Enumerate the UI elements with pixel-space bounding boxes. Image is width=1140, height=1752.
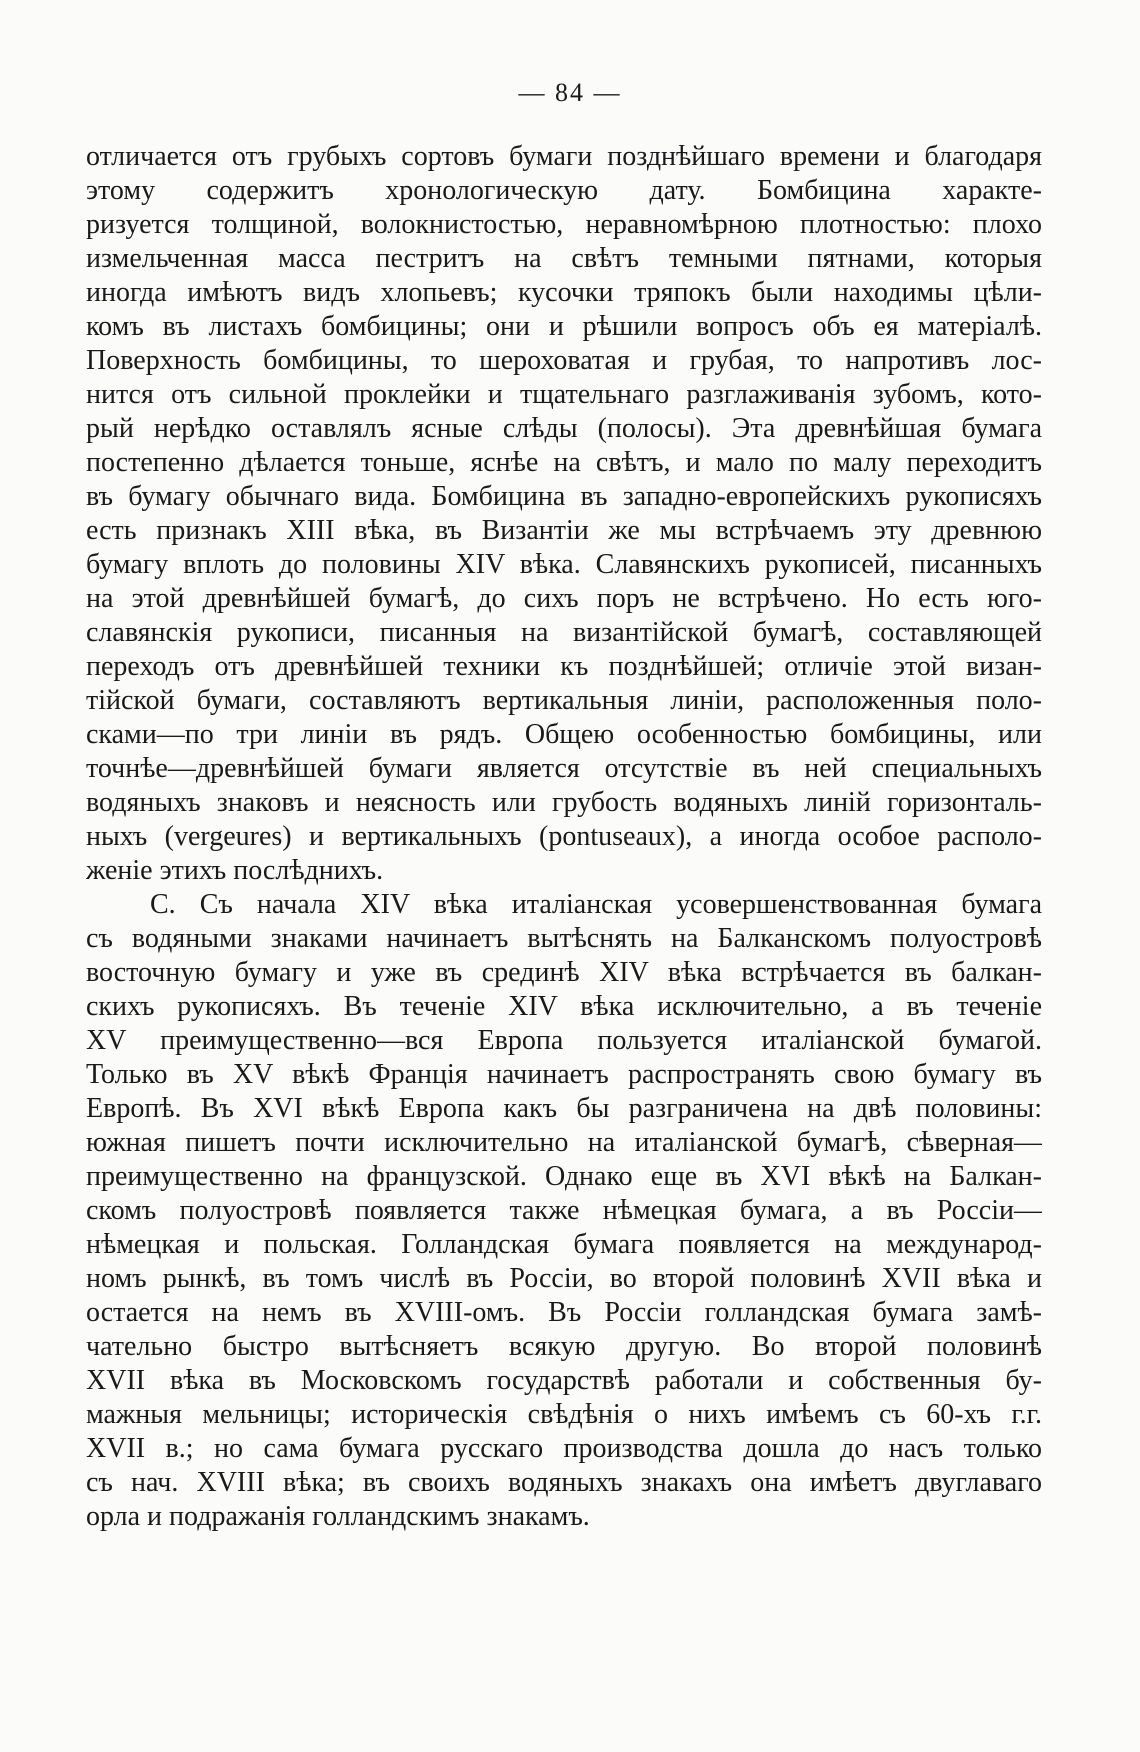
text-line: Только въ XV вѣкѣ Франція начинаетъ распространять свою бумагу въ — [86, 1059, 1042, 1090]
text-line: есть признакъ XIII вѣка, въ Византіи же мы встрѣчаемъ эту древнюю — [86, 515, 1042, 546]
paragraph-bombycin — [86, 140, 1042, 888]
text-line: переходъ отъ древнѣйшей техники къ позднѣйшей; отличіе этой визан- — [86, 651, 1042, 682]
text-line: С. Съ начала XIV вѣка италіанская усовершенствованная бумага — [150, 889, 1042, 920]
text-line: въ бумагу обычнаго вида. Бомбицина въ западно-европейскихъ рукописяхъ — [86, 481, 1042, 512]
text-line: тійской бумаги, составляютъ вертикальныя линіи, расположенныя поло- — [86, 685, 1042, 716]
text-line: Поверхность бомбицины, то шероховатая и грубая, то напротивъ лос- — [86, 345, 1042, 376]
text-line: бумагу вплоть до половины XIV вѣка. Славянскихъ рукописей, писанныхъ — [86, 549, 1042, 580]
text-line: XV преимущественно—вся Европа пользуется италіанской бумагой. — [86, 1025, 1042, 1056]
text-line: остается на немъ въ XVIII-омъ. Въ Россіи голландская бумага замѣ- — [86, 1297, 1042, 1328]
text-line: ризуется толщиной, волокнистостью, неравномѣрною плотностью: плохо — [86, 209, 1042, 240]
text-line: этому содержитъ хронологическую дату. Бомбицина характе- — [86, 175, 1042, 206]
paragraph-italian-paper — [86, 888, 1042, 1534]
text-line: точнѣе—древнѣйшей бумаги является отсутствіе въ ней специальныхъ — [86, 753, 1042, 784]
text-line: XVII в.; но сама бумага русскаго производства дошла до насъ только — [86, 1433, 1042, 1464]
text-line: отличается отъ грубыхъ сортовъ бумаги позднѣйшаго времени и благодаря — [86, 141, 1042, 172]
text-line: чательно быстро вытѣсняетъ всякую другую. Во второй половинѣ — [86, 1331, 1042, 1362]
text-line: нѣмецкая и польская. Голландская бумага появляется на международ- — [86, 1229, 1042, 1260]
text-line: измельченная масса пестритъ на свѣтъ темными пятнами, которыя — [86, 243, 1042, 274]
text-line: Европѣ. Въ XVI вѣкѣ Европа какъ бы разграничена на двѣ половины: — [86, 1093, 1042, 1124]
text-line: орла и подражанія голландскимъ знакамъ. — [86, 1501, 590, 1532]
text-line: иногда имѣютъ видъ хлопьевъ; кусочки тряпокъ были находимы цѣли- — [86, 277, 1042, 308]
text-line: южная пишетъ почти исключительно на италіанской бумагѣ, сѣверная— — [86, 1127, 1042, 1158]
text-line: ныхъ (vergeures) и вертикальныхъ (pontuseaux), а иногда особое располо- — [86, 821, 1042, 852]
text-line: комъ въ листахъ бомбицины; они и рѣшили вопросъ объ ея матеріалѣ. — [86, 311, 1042, 342]
text-line: рый нерѣдко оставлялъ ясные слѣды (полосы). Эта древнѣйшая бумага — [86, 413, 1042, 444]
text-line: женіе этихъ послѣднихъ. — [86, 855, 384, 886]
text-line: славянскія рукописи, писанныя на византійской бумагѣ, составляющей — [86, 617, 1042, 648]
text-line: мажныя мельницы; историческія свѣдѣнія о нихъ имѣемъ съ 60-хъ г.г. — [86, 1399, 1042, 1430]
text-line: нится отъ сильной проклейки и тщательнаго разглаживанія зубомъ, кото- — [86, 379, 1042, 410]
text-line: на этой древнѣйшей бумагѣ, до сихъ поръ не встрѣчено. Но есть юго- — [86, 583, 1042, 614]
text-line: съ водяными знаками начинаетъ вытѣснять на Балканскомъ полуостровѣ — [86, 923, 1042, 954]
text-line: XVII вѣка въ Московскомъ государствѣ работали и собственныя бу- — [86, 1365, 1042, 1396]
text-line: съ нач. XVIII вѣка; въ своихъ водяныхъ знакахъ она имѣетъ двуглаваго — [86, 1467, 1042, 1498]
text-line: водяныхъ знаковъ и неясность или грубость водяныхъ линій горизонталь- — [86, 787, 1042, 818]
text-line: сками—по три линіи въ рядъ. Общею особенностью бомбицины, или — [86, 719, 1042, 750]
text-line: преимущественно на французской. Однако еще въ XVI вѣкѣ на Балкан- — [86, 1161, 1042, 1192]
text-line: постепенно дѣлается тоньше, яснѣе на свѣтъ, и мало по малу переходитъ — [86, 447, 1042, 478]
page-number: — 84 — — [518, 78, 622, 107]
text-line: скомъ полуостровѣ появляется также нѣмецкая бумага, а въ Россіи— — [86, 1195, 1042, 1226]
body-text — [86, 140, 1042, 1534]
text-line: номъ рынкѣ, въ томъ числѣ въ Россіи, во второй половинѣ XVII вѣка и — [86, 1263, 1042, 1294]
text-line: восточную бумагу и уже въ срединѣ XIV вѣка встрѣчается въ балкан- — [86, 957, 1042, 988]
text-line: скихъ рукописяхъ. Въ теченіе XIV вѣка исключительно, а въ теченіе — [86, 991, 1042, 1022]
